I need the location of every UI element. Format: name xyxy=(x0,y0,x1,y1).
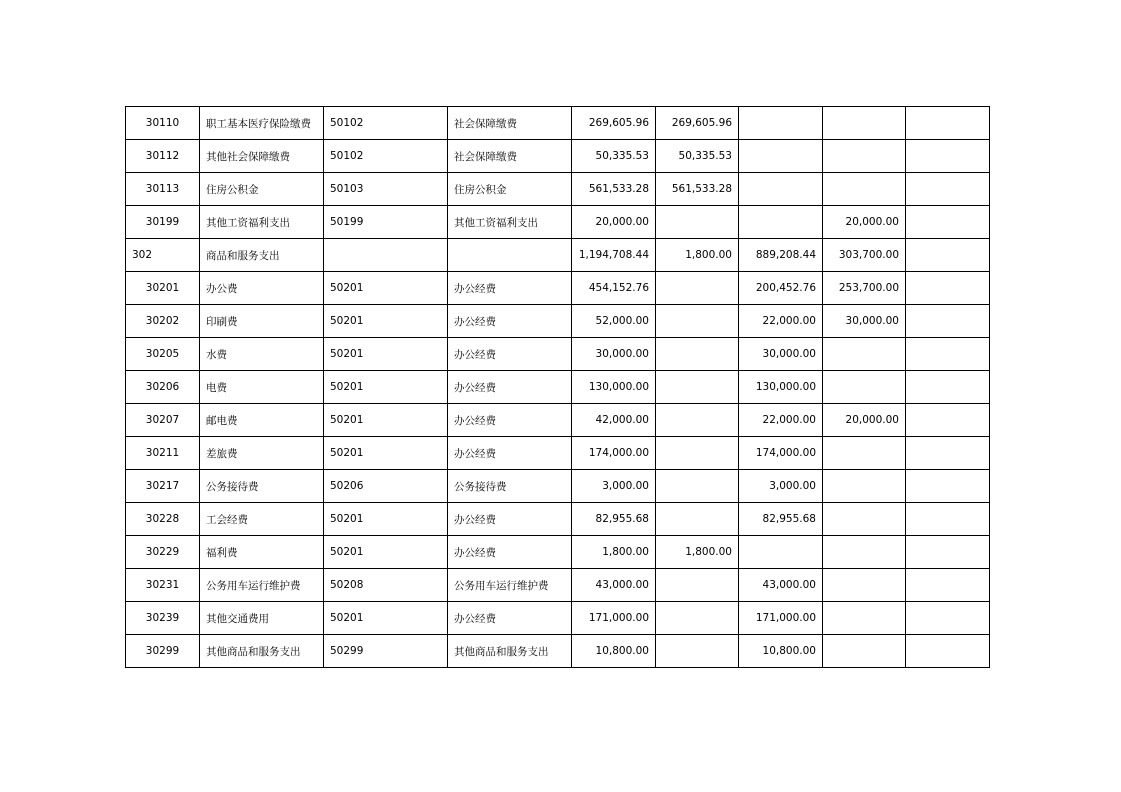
econ-code-cell: 50299 xyxy=(324,635,448,668)
extra-cell xyxy=(906,404,990,437)
project-cell xyxy=(823,140,906,173)
extra-cell xyxy=(906,602,990,635)
econ-name-cell: 公务用车运行维护费 xyxy=(448,569,572,602)
name-cell: 职工基本医疗保险缴费 xyxy=(200,107,324,140)
code-cell: 30299 xyxy=(126,635,200,668)
public-cell: 22,000.00 xyxy=(739,404,823,437)
econ-code-cell: 50103 xyxy=(324,173,448,206)
total-cell: 43,000.00 xyxy=(572,569,656,602)
basic-cell: 561,533.28 xyxy=(656,173,739,206)
table-row xyxy=(126,635,990,668)
public-cell xyxy=(739,206,823,239)
table-row xyxy=(126,536,990,569)
econ-code-cell: 50206 xyxy=(324,470,448,503)
basic-cell xyxy=(656,272,739,305)
name-cell: 其他商品和服务支出 xyxy=(200,635,324,668)
econ-code-cell: 50201 xyxy=(324,371,448,404)
table-row xyxy=(126,404,990,437)
public-cell: 889,208.44 xyxy=(739,239,823,272)
public-cell xyxy=(739,107,823,140)
econ-code-cell: 50201 xyxy=(324,404,448,437)
econ-name-cell: 其他商品和服务支出 xyxy=(448,635,572,668)
econ-name-cell: 办公经费 xyxy=(448,272,572,305)
econ-name-cell: 办公经费 xyxy=(448,305,572,338)
project-cell xyxy=(823,338,906,371)
econ-name-cell: 社会保障缴费 xyxy=(448,140,572,173)
extra-cell xyxy=(906,107,990,140)
public-cell: 171,000.00 xyxy=(739,602,823,635)
econ-name-cell: 办公经费 xyxy=(448,536,572,569)
extra-cell xyxy=(906,371,990,404)
econ-code-cell xyxy=(324,239,448,272)
public-cell xyxy=(739,140,823,173)
total-cell: 10,800.00 xyxy=(572,635,656,668)
project-cell xyxy=(823,107,906,140)
econ-code-cell: 50199 xyxy=(324,206,448,239)
total-cell: 1,800.00 xyxy=(572,536,656,569)
project-cell xyxy=(823,635,906,668)
basic-cell xyxy=(656,635,739,668)
code-cell: 30207 xyxy=(126,404,200,437)
name-cell: 水费 xyxy=(200,338,324,371)
table-row xyxy=(126,140,990,173)
code-cell: 30202 xyxy=(126,305,200,338)
project-cell xyxy=(823,437,906,470)
name-cell: 其他工资福利支出 xyxy=(200,206,324,239)
econ-code-cell: 50201 xyxy=(324,305,448,338)
basic-cell xyxy=(656,503,739,536)
total-cell: 30,000.00 xyxy=(572,338,656,371)
public-cell: 30,000.00 xyxy=(739,338,823,371)
code-cell: 30211 xyxy=(126,437,200,470)
project-cell: 303,700.00 xyxy=(823,239,906,272)
code-cell: 30110 xyxy=(126,107,200,140)
code-cell: 30201 xyxy=(126,272,200,305)
table-row xyxy=(126,437,990,470)
econ-code-cell: 50201 xyxy=(324,338,448,371)
extra-cell xyxy=(906,569,990,602)
budget-table xyxy=(125,106,990,668)
econ-code-cell: 50201 xyxy=(324,536,448,569)
table-row xyxy=(126,470,990,503)
public-cell xyxy=(739,173,823,206)
extra-cell xyxy=(906,206,990,239)
code-cell: 30228 xyxy=(126,503,200,536)
code-cell: 30113 xyxy=(126,173,200,206)
total-cell: 82,955.68 xyxy=(572,503,656,536)
basic-cell xyxy=(656,206,739,239)
basic-cell xyxy=(656,371,739,404)
total-cell: 3,000.00 xyxy=(572,470,656,503)
econ-name-cell: 办公经费 xyxy=(448,404,572,437)
project-cell xyxy=(823,536,906,569)
econ-code-cell: 50201 xyxy=(324,437,448,470)
extra-cell xyxy=(906,635,990,668)
econ-name-cell: 办公经费 xyxy=(448,371,572,404)
name-cell: 公务接待费 xyxy=(200,470,324,503)
basic-cell xyxy=(656,338,739,371)
basic-cell xyxy=(656,305,739,338)
project-cell xyxy=(823,569,906,602)
econ-code-cell: 50201 xyxy=(324,503,448,536)
table-row xyxy=(126,239,990,272)
total-cell: 1,194,708.44 xyxy=(572,239,656,272)
basic-cell xyxy=(656,470,739,503)
econ-name-cell: 办公经费 xyxy=(448,437,572,470)
econ-code-cell: 50102 xyxy=(324,140,448,173)
name-cell: 工会经费 xyxy=(200,503,324,536)
code-cell: 30112 xyxy=(126,140,200,173)
econ-name-cell: 办公经费 xyxy=(448,503,572,536)
total-cell: 269,605.96 xyxy=(572,107,656,140)
name-cell: 其他社会保障缴费 xyxy=(200,140,324,173)
code-cell: 30206 xyxy=(126,371,200,404)
project-cell xyxy=(823,371,906,404)
name-cell: 印刷费 xyxy=(200,305,324,338)
public-cell: 82,955.68 xyxy=(739,503,823,536)
extra-cell xyxy=(906,470,990,503)
code-cell: 30229 xyxy=(126,536,200,569)
total-cell: 174,000.00 xyxy=(572,437,656,470)
public-cell: 130,000.00 xyxy=(739,371,823,404)
extra-cell xyxy=(906,437,990,470)
project-cell xyxy=(823,173,906,206)
econ-code-cell: 50208 xyxy=(324,569,448,602)
extra-cell xyxy=(906,140,990,173)
econ-name-cell: 公务接待费 xyxy=(448,470,572,503)
table-row xyxy=(126,371,990,404)
code-cell: 30239 xyxy=(126,602,200,635)
total-cell: 50,335.53 xyxy=(572,140,656,173)
total-cell: 454,152.76 xyxy=(572,272,656,305)
project-cell: 20,000.00 xyxy=(823,206,906,239)
budget-table-body xyxy=(126,107,990,668)
table-row xyxy=(126,569,990,602)
public-cell xyxy=(739,536,823,569)
extra-cell xyxy=(906,305,990,338)
code-cell: 30205 xyxy=(126,338,200,371)
project-cell: 253,700.00 xyxy=(823,272,906,305)
basic-cell: 1,800.00 xyxy=(656,239,739,272)
econ-name-cell: 办公经费 xyxy=(448,602,572,635)
name-cell: 商品和服务支出 xyxy=(200,239,324,272)
public-cell: 200,452.76 xyxy=(739,272,823,305)
project-cell: 20,000.00 xyxy=(823,404,906,437)
code-cell: 30217 xyxy=(126,470,200,503)
basic-cell xyxy=(656,569,739,602)
basic-cell: 1,800.00 xyxy=(656,536,739,569)
total-cell: 171,000.00 xyxy=(572,602,656,635)
econ-name-cell: 其他工资福利支出 xyxy=(448,206,572,239)
code-cell: 30199 xyxy=(126,206,200,239)
table-row xyxy=(126,272,990,305)
total-cell: 561,533.28 xyxy=(572,173,656,206)
table-row xyxy=(126,206,990,239)
table-row xyxy=(126,338,990,371)
project-cell xyxy=(823,503,906,536)
total-cell: 130,000.00 xyxy=(572,371,656,404)
table-row xyxy=(126,107,990,140)
table-row xyxy=(126,305,990,338)
total-cell: 42,000.00 xyxy=(572,404,656,437)
extra-cell xyxy=(906,536,990,569)
project-cell xyxy=(823,470,906,503)
basic-cell: 269,605.96 xyxy=(656,107,739,140)
basic-cell: 50,335.53 xyxy=(656,140,739,173)
code-cell: 302 xyxy=(126,239,200,272)
public-cell: 22,000.00 xyxy=(739,305,823,338)
name-cell: 福利费 xyxy=(200,536,324,569)
basic-cell xyxy=(656,602,739,635)
table-row xyxy=(126,602,990,635)
extra-cell xyxy=(906,173,990,206)
econ-name-cell xyxy=(448,239,572,272)
basic-cell xyxy=(656,404,739,437)
code-cell: 30231 xyxy=(126,569,200,602)
name-cell: 公务用车运行维护费 xyxy=(200,569,324,602)
name-cell: 办公费 xyxy=(200,272,324,305)
extra-cell xyxy=(906,239,990,272)
project-cell xyxy=(823,602,906,635)
name-cell: 差旅费 xyxy=(200,437,324,470)
econ-name-cell: 住房公积金 xyxy=(448,173,572,206)
public-cell: 10,800.00 xyxy=(739,635,823,668)
extra-cell xyxy=(906,272,990,305)
name-cell: 邮电费 xyxy=(200,404,324,437)
table-row xyxy=(126,503,990,536)
econ-name-cell: 办公经费 xyxy=(448,338,572,371)
public-cell: 174,000.00 xyxy=(739,437,823,470)
name-cell: 电费 xyxy=(200,371,324,404)
econ-code-cell: 50201 xyxy=(324,602,448,635)
total-cell: 20,000.00 xyxy=(572,206,656,239)
name-cell: 其他交通费用 xyxy=(200,602,324,635)
public-cell: 43,000.00 xyxy=(739,569,823,602)
econ-code-cell: 50102 xyxy=(324,107,448,140)
table-row xyxy=(126,173,990,206)
total-cell: 52,000.00 xyxy=(572,305,656,338)
name-cell: 住房公积金 xyxy=(200,173,324,206)
project-cell: 30,000.00 xyxy=(823,305,906,338)
basic-cell xyxy=(656,437,739,470)
extra-cell xyxy=(906,503,990,536)
extra-cell xyxy=(906,338,990,371)
econ-name-cell: 社会保障缴费 xyxy=(448,107,572,140)
econ-code-cell: 50201 xyxy=(324,272,448,305)
public-cell: 3,000.00 xyxy=(739,470,823,503)
